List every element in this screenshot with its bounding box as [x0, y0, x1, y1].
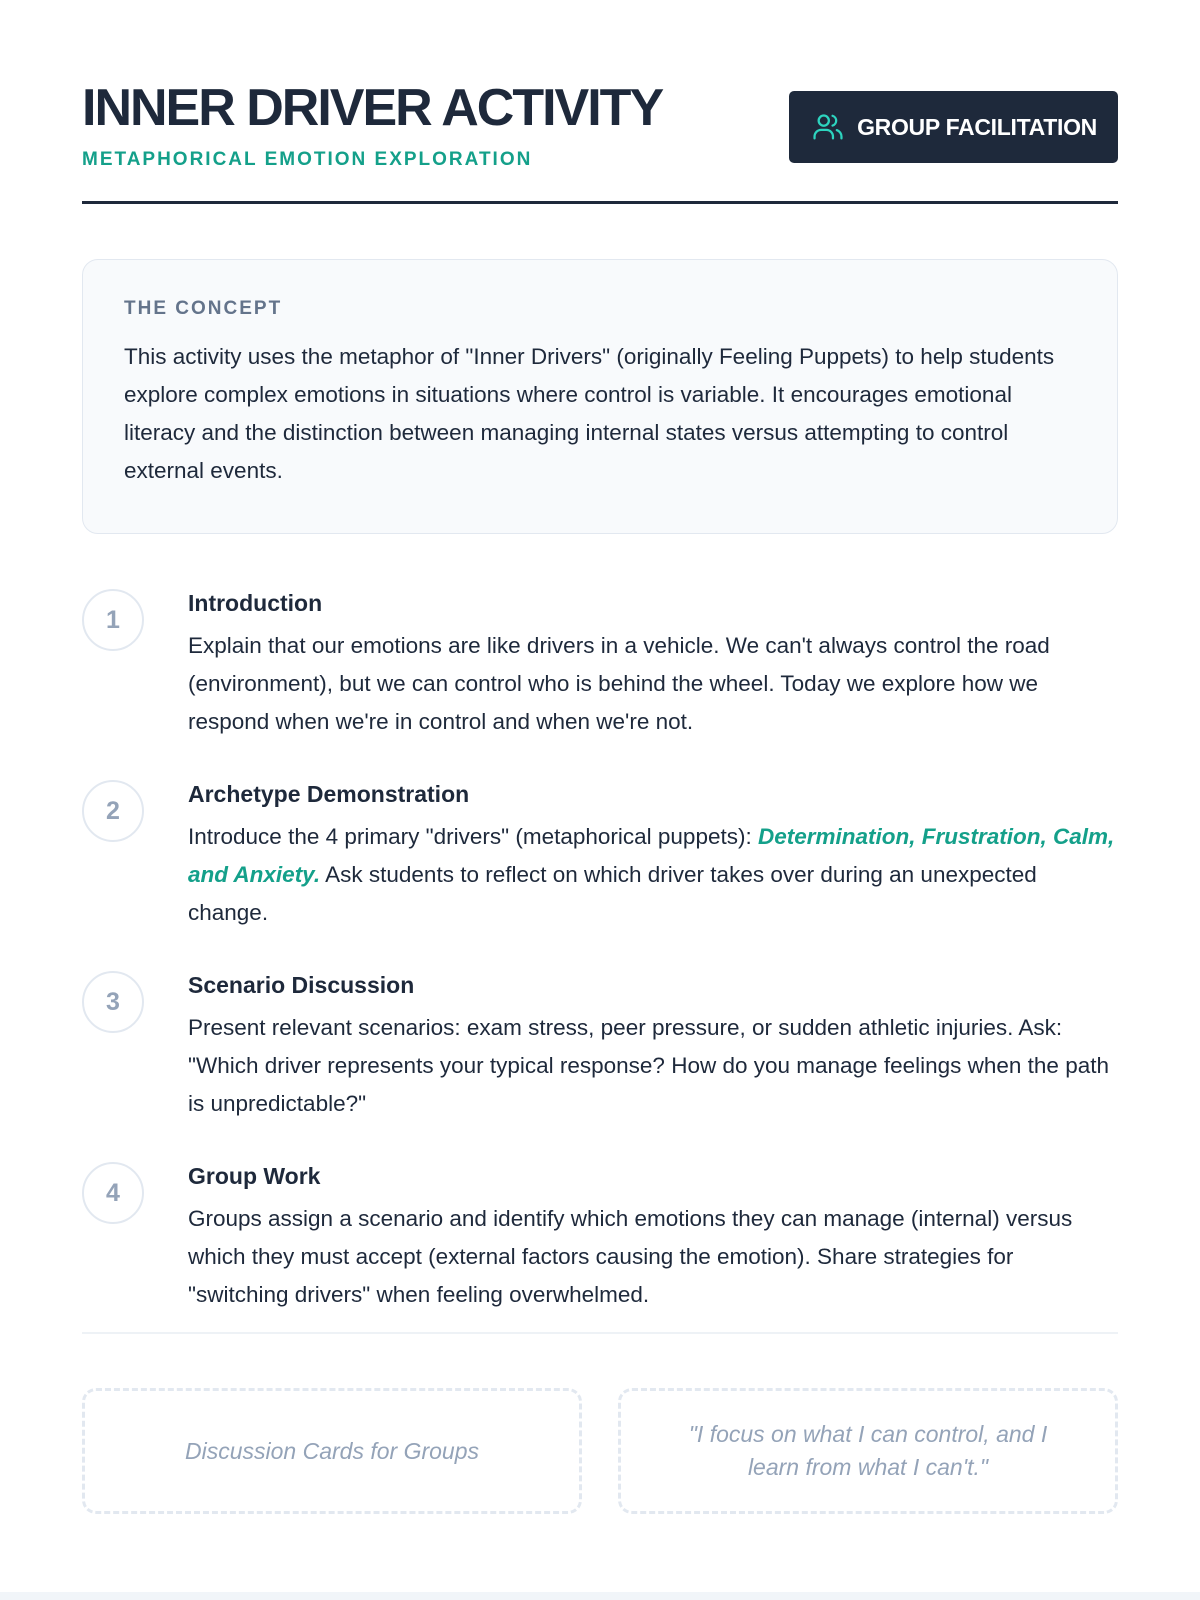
step-number: 2	[82, 780, 144, 842]
step-text: Present relevant scenarios: exam stress, peer pressure, or sudden athletic injuries. Ask: "Which driver represents your typical response? How do you manage feelings when the path is unpredictable?"	[188, 1015, 1109, 1116]
step-number: 3	[82, 971, 144, 1033]
placeholder-row	[82, 1388, 1118, 1514]
concept-label: THE CONCEPT	[124, 298, 283, 319]
steps-list	[82, 589, 1118, 1314]
group-facilitation-badge[interactable]	[789, 91, 1118, 163]
step-title: Introduction	[188, 590, 323, 616]
concept-text: This activity uses the metaphor of "Inner Drivers" (originally Feeling Puppets) to help students explore complex emotions in situations where control is variable. It encourages emotional literacy and the distinction between managing internal states versus attempting to control external events.	[124, 344, 1055, 483]
step-number: 1	[82, 589, 144, 651]
section-divider	[82, 1332, 1118, 1334]
step-number: 4	[82, 1162, 144, 1224]
page-header	[82, 0, 1118, 204]
step-text: Groups assign a scenario and identify which emotions they can manage (internal) versus which they must accept (external factors causing the emotion). Share strategies for "switching drivers" when feeling overwhelmed.	[188, 1206, 1073, 1307]
discussion-cards-placeholder: Discussion Cards for Groups	[82, 1388, 582, 1514]
driver-names-highlight: Determination, Frustration, Calm, and Anxiety.	[188, 824, 1115, 887]
step-title: Scenario Discussion	[188, 972, 415, 998]
step-text: Explain that our emotions are like drivers in a vehicle. We can't always control the road (environment), but we can control who is behind the wheel. Today we explore how we respond when we're in control and when we're not.	[188, 633, 1050, 734]
step-item	[82, 780, 1118, 932]
step-text	[188, 818, 1118, 932]
step-item	[82, 1162, 1118, 1314]
step-text-outro: Ask students to reflect on which driver takes over during an unexpected change.	[188, 862, 1037, 925]
quote-placeholder: "I focus on what I can control, and I learn from what I can't."	[618, 1388, 1118, 1514]
step-item	[82, 971, 1118, 1123]
page-subtitle: METAPHORICAL EMOTION EXPLORATION	[82, 149, 533, 170]
step-title: Archetype Demonstration	[188, 781, 470, 807]
page-title: INNER DRIVER ACTIVITY	[82, 79, 663, 137]
badge-label: GROUP FACILITATION	[857, 113, 1097, 140]
step-title: Group Work	[188, 1163, 321, 1189]
concept-box	[82, 259, 1118, 534]
step-item	[82, 589, 1118, 741]
step-text-intro: Introduce the 4 primary "drivers" (metaphorical puppets):	[188, 824, 758, 849]
users-icon	[811, 110, 845, 144]
